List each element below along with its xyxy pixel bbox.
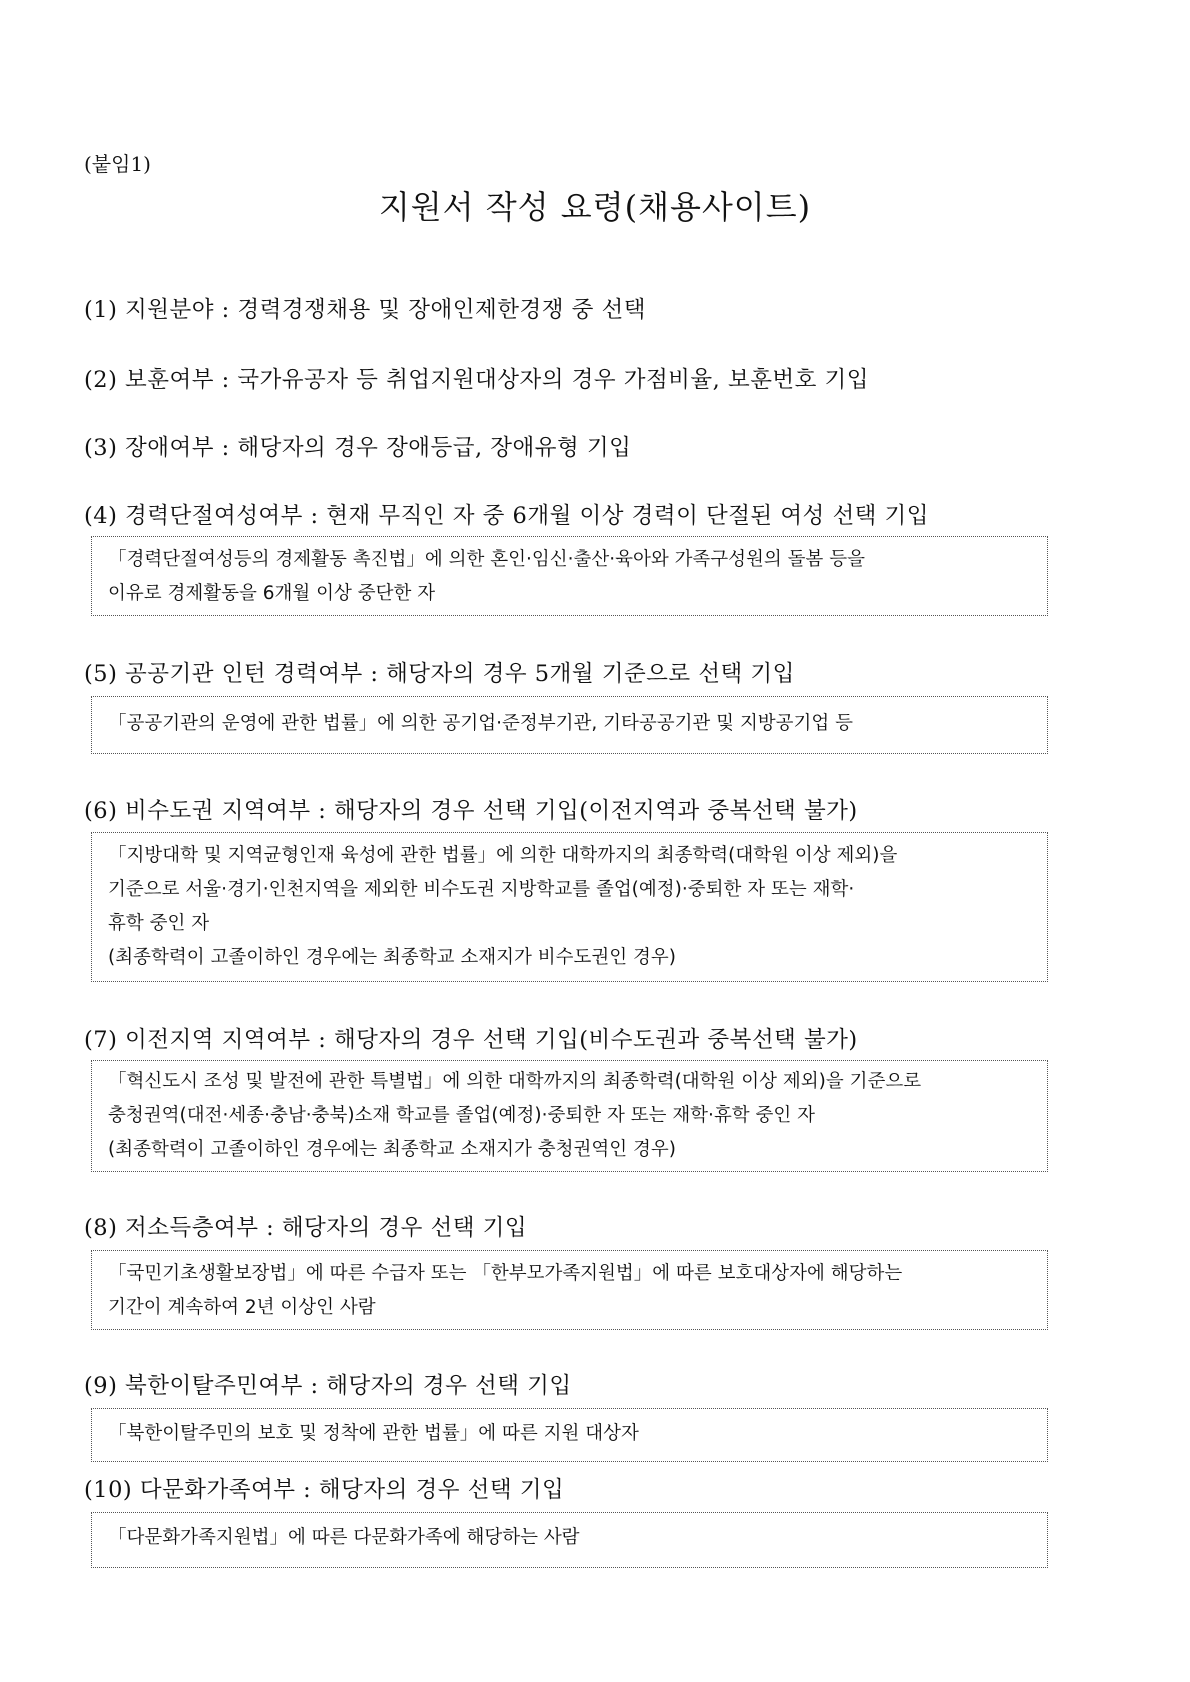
item-10-heading: (10) 다문화가족여부 : 해당자의 경우 선택 기입 — [84, 1477, 565, 1503]
item-10-note — [91, 1512, 1048, 1568]
note-line: 「국민기초생활보장법」에 따른 수급자 또는 「한부모가족지원법」에 따른 보호대상자에 해당하는 — [108, 1263, 903, 1284]
note-line: (최종학력이 고졸이하인 경우에는 최종학교 소재지가 충청권역인 경우) — [108, 1139, 676, 1160]
item-9-heading: (9) 북한이탈주민여부 : 해당자의 경우 선택 기입 — [84, 1373, 572, 1399]
note-line: 「지방대학 및 지역균형인재 육성에 관한 법률」에 의한 대학까지의 최종학력(대학원 이상 제외)을 — [108, 845, 898, 866]
page-title: 지원서 작성 요령(채용사이트) — [378, 188, 812, 226]
note-line: 「다문화가족지원법」에 따른 다문화가족에 해당하는 사람 — [108, 1527, 580, 1548]
item-1-heading: (1) 지원분야 : 경력경쟁채용 및 장애인제한경쟁 중 선택 — [84, 297, 646, 323]
note-line: 「혁신도시 조성 및 발전에 관한 특별법」에 의한 대학까지의 최종학력(대학원 이상 제외)을 기준으로 — [108, 1071, 922, 1092]
note-line: 「공공기관의 운영에 관한 법률」에 의한 공기업·준정부기관, 기타공공기관 및 지방공기업 등 — [108, 713, 854, 734]
attachment-label: (붙임1) — [84, 152, 151, 176]
note-line: 휴학 중인 자 — [108, 913, 210, 934]
note-line: 기간이 계속하여 2년 이상인 사람 — [108, 1297, 376, 1318]
item-8-heading: (8) 저소득층여부 : 해당자의 경우 선택 기입 — [84, 1215, 528, 1241]
item-9-note — [91, 1408, 1048, 1462]
item-7-note — [91, 1060, 1048, 1172]
item-7-heading: (7) 이전지역 지역여부 : 해당자의 경우 선택 기입(비수도권과 중복선택 불가) — [84, 1027, 858, 1053]
item-6-note — [91, 832, 1048, 982]
item-8-note — [91, 1250, 1048, 1330]
note-line: 기준으로 서울·경기·인천지역을 제외한 비수도권 지방학교를 졸업(예정)·중퇴한 자 또는 재학· — [108, 879, 855, 900]
item-5-note — [91, 696, 1048, 754]
item-2-heading: (2) 보훈여부 : 국가유공자 등 취업지원대상자의 경우 가점비율, 보훈번호 기입 — [84, 367, 870, 393]
item-4-note — [91, 536, 1048, 616]
note-line: (최종학력이 고졸이하인 경우에는 최종학교 소재지가 비수도권인 경우) — [108, 947, 676, 968]
note-line: 충청권역(대전·세종·충남·충북)소재 학교를 졸업(예정)·중퇴한 자 또는 재학·휴학 중인 자 — [108, 1105, 816, 1126]
item-6-heading: (6) 비수도권 지역여부 : 해당자의 경우 선택 기입(이전지역과 중복선택 불가) — [84, 798, 858, 824]
item-3-heading: (3) 장애여부 : 해당자의 경우 장애등급, 장애유형 기입 — [84, 435, 632, 461]
item-5-heading: (5) 공공기관 인턴 경력여부 : 해당자의 경우 5개월 기준으로 선택 기입 — [84, 661, 795, 687]
note-line: 「북한이탈주민의 보호 및 정착에 관한 법률」에 따른 지원 대상자 — [108, 1423, 639, 1444]
note-line: 「경력단절여성등의 경제활동 촉진법」에 의한 혼인·임신·출산·육아와 가족구성원의 돌봄 등을 — [108, 549, 866, 570]
item-4-heading: (4) 경력단절여성여부 : 현재 무직인 자 중 6개월 이상 경력이 단절된 여성 선택 기입 — [84, 503, 930, 529]
note-line: 이유로 경제활동을 6개월 이상 중단한 자 — [108, 583, 436, 604]
